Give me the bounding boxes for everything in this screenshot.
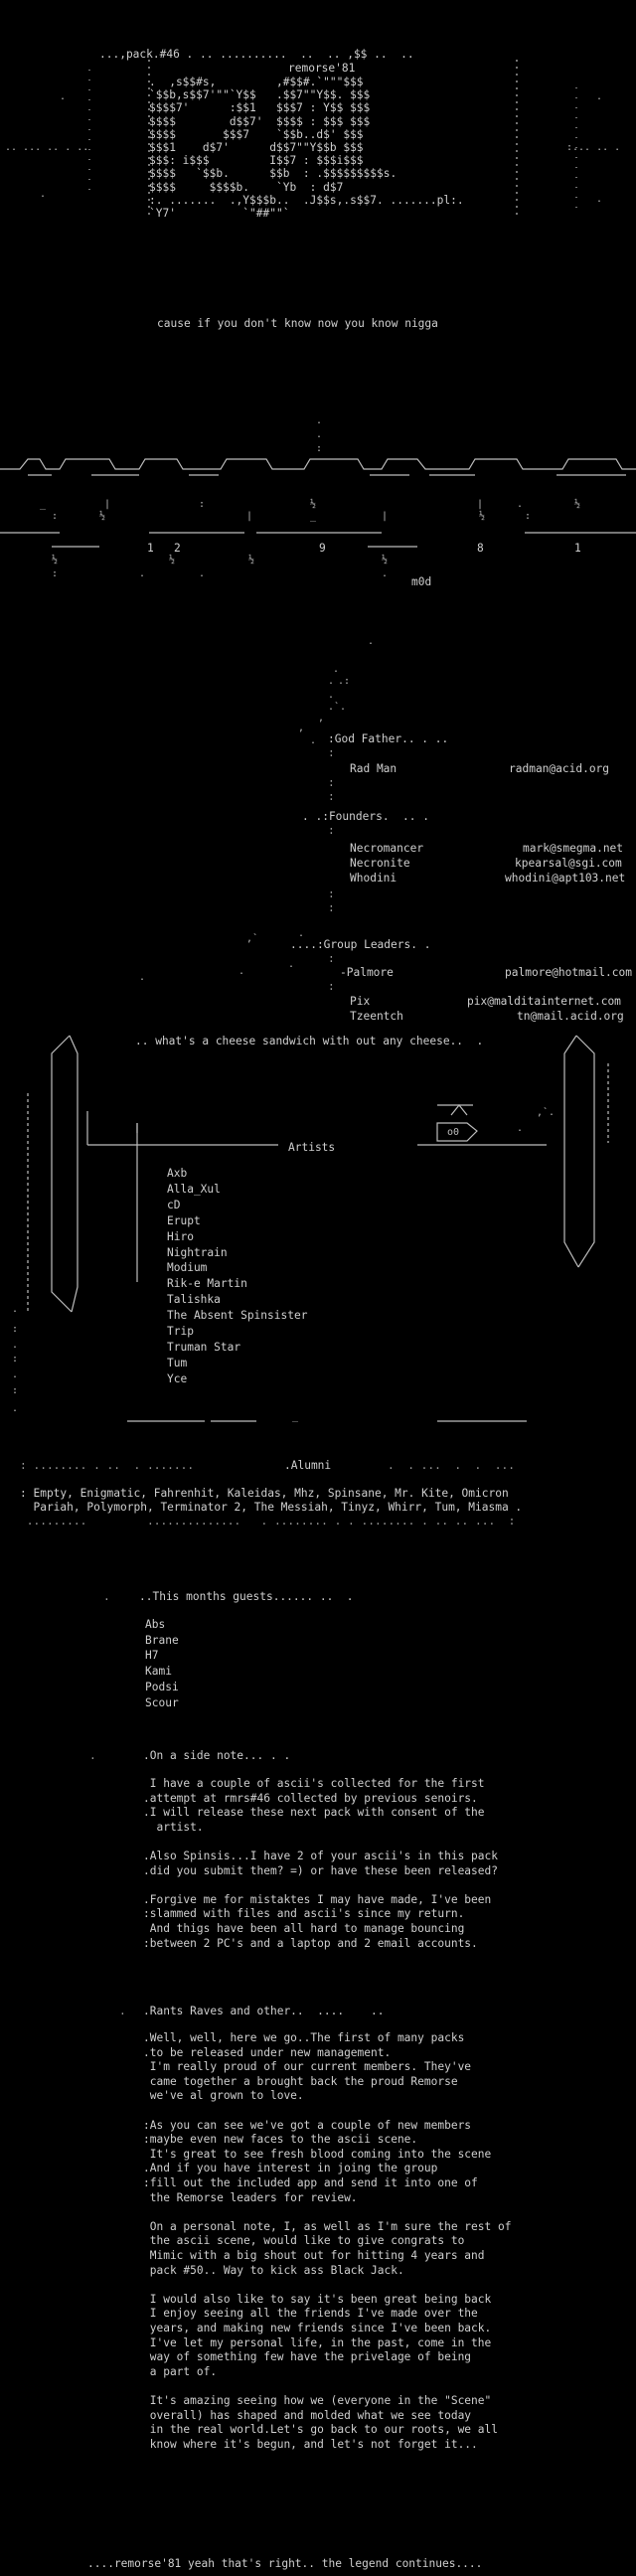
paragraph-line: the Remorse leaders for review.: [143, 2190, 358, 2204]
svg-text:,`.: ,`.: [537, 1107, 556, 1118]
svg-text::: :: [316, 443, 323, 454]
svg-text::: :: [199, 499, 206, 510]
mid-number-4: 8: [477, 542, 484, 555]
svg-text:o0: o0: [447, 1127, 460, 1138]
alumni-line-1: : Empty, Enigmatic, Fahrenhit, Kaleidas, Mhz, Spinsane, Mr. Kite, Omicron: [20, 1487, 509, 1500]
paragraph-line: :As you can see we've got a couple of new members: [143, 2118, 472, 2132]
svg-text:,: ,: [318, 713, 325, 724]
artist-name: Axb: [167, 1167, 188, 1180]
artist-name: cD: [167, 1198, 181, 1211]
paragraph-line: I would also like to say it's been great being back: [143, 2292, 492, 2306]
svg-text::: :: [52, 568, 59, 579]
logo-line: . ,s$$#s, ,#$$#.`"""$$$: [149, 76, 371, 88]
svg-text:.: .: [298, 928, 305, 939]
artist-name: Truman Star: [167, 1340, 241, 1354]
paragraph-line: in the real world.Let's go back to our roots, we all: [143, 2423, 498, 2437]
paragraph-line: .And if you have interest in joing the group: [143, 2162, 438, 2175]
svg-text::: :: [52, 511, 59, 522]
svg-text:.: .: [596, 194, 603, 205]
alumni-line-2: Pariah, Polymorph, Terminator 2, The Messiah, Tinyz, Whirr, Tum, Miasma .: [20, 1501, 523, 1514]
svg-text:.: .: [40, 189, 47, 200]
artist-name: Erupt: [167, 1213, 201, 1227]
artist-name: The Absent Spinsister: [167, 1309, 308, 1323]
paragraph-line: Mimic with a big shout out for hitting 4 years and: [143, 2249, 485, 2262]
paragraph-line: came together a brought back the proud Remorse: [143, 2074, 458, 2088]
alumni-bottom-dots: ......... .............. . ........ . . ........ . .. .. ... :: [20, 1515, 516, 1528]
svg-text:.: .: [12, 1369, 19, 1380]
logo-line: $$$$7' :$$1 $$$7 : Y$$ $$$: [149, 101, 371, 115]
artists-title: Artists: [288, 1141, 336, 1154]
artist-name: Hiro: [167, 1229, 194, 1243]
svg-text:.: .: [328, 690, 335, 701]
paragraph-line: :fill out the included app and send it into one of: [143, 2176, 478, 2189]
svg-text:|: |: [477, 499, 484, 510]
paragraph-line: And thigs have been all hard to manage bouncing: [143, 1922, 465, 1935]
svg-text::: :: [12, 1354, 19, 1365]
founder-email-1: mark@smegma.net: [523, 842, 624, 855]
paragraph-line: .attempt at rmrs#46 collected by previous senoirs.: [143, 1791, 478, 1805]
artist-name: Modium: [167, 1261, 208, 1275]
guest-name: Podsi: [145, 1680, 179, 1693]
svg-text:½: ½: [248, 555, 255, 565]
cheese-line: .. what's a cheese sandwich with out any cheese.. .: [135, 1035, 484, 1047]
founder-name-2: Necronite: [350, 857, 410, 870]
group-leaders-dot: :: [328, 952, 335, 965]
artist-name: Yce: [167, 1371, 188, 1385]
svg-text:.: .: [238, 966, 245, 977]
group-leaders-title: ....:Group Leaders. .: [290, 938, 431, 951]
paragraph-line: :slammed with files and ascii's since my return.: [143, 1907, 465, 1921]
guest-name: Abs: [145, 1618, 166, 1631]
svg-text:.: .: [310, 735, 317, 746]
logo-line: :. ....... .,Y$$$b.. .J$$s,.s$$7. .......pl:.: [149, 193, 464, 207]
svg-text:|: |: [382, 511, 389, 522]
leader-email-3: tn@mail.acid.org: [517, 1010, 624, 1023]
svg-text:½: ½: [382, 555, 389, 565]
svg-text:.: .: [139, 568, 146, 579]
guests-title: ..This months guests...... .. .: [139, 1590, 354, 1603]
mid-number-2: 2: [174, 542, 181, 555]
remorse-logo: [149, 76, 527, 225]
paragraph-line: way of something few have the privelage of being: [143, 2350, 472, 2364]
paragraph-line: .I will release these next pack with consent of the: [143, 1806, 485, 1820]
svg-text:.: .: [517, 1123, 524, 1134]
logo-line: $$$$ `$$b. $$b : .$$$$$$$$$s.: [149, 167, 398, 181]
artist-name: Trip: [167, 1325, 194, 1338]
svg-text:_: _: [292, 1411, 299, 1422]
svg-text:.: .: [288, 959, 295, 970]
svg-text:.: .: [333, 664, 340, 675]
god-father-name: Rad Man: [350, 762, 398, 775]
svg-text::: :: [12, 1324, 19, 1335]
svg-text:.: .: [139, 972, 146, 983]
guest-name: Scour: [145, 1695, 179, 1709]
paragraph-line: :maybe even new faces to the ascii scene.: [143, 2133, 418, 2147]
svg-text:.: .: [60, 91, 67, 102]
guest-name: Kami: [145, 1665, 172, 1679]
mid-number-5: 1: [574, 542, 581, 555]
god-father-dot: :: [328, 746, 335, 759]
rants-title: .Rants Raves and other.. .... ..: [143, 2005, 385, 2017]
founder-email-3: whodini@apt103.net: [505, 872, 626, 885]
logo-line: `Y7' `"##""`: [149, 207, 290, 220]
founders-title: . .:Founders. .. .: [302, 810, 429, 823]
leader-name-2: Pix: [350, 995, 371, 1008]
svg-text:.: .: [199, 568, 206, 579]
svg-text::: :: [12, 1385, 19, 1396]
svg-text:½: ½: [310, 499, 317, 510]
logo-line: $$$$ $$$$b. `Yb : d$7: [149, 180, 344, 194]
paragraph-line: I enjoy seeing all the friends I've made over the: [143, 2307, 478, 2321]
logo-line: $$$1 d$7' d$$7""Y$$b $$$: [149, 141, 364, 154]
paragraph-line: know where it's begun, and let's not forget it...: [143, 2437, 478, 2451]
group-leaders-dot: :: [328, 980, 335, 993]
paragraph-line: .did you submit them? =) or have these been released?: [143, 1863, 498, 1877]
guests-lead-dots: .: [103, 1590, 110, 1603]
header-top-line: ...,pack.#46 . .. .......... .. .. ,$$ .. ..: [99, 48, 414, 61]
svg-text:.: .: [316, 415, 323, 426]
founders-dot: :: [328, 901, 335, 914]
svg-text:.: .: [12, 1304, 19, 1315]
artist-name: Talishka: [167, 1293, 221, 1307]
leader-email-2: pix@malditainternet.com: [467, 995, 621, 1008]
paragraph-line: :between 2 PC's and a laptop and 2 email accounts.: [143, 1936, 478, 1950]
founders-dot: :: [328, 887, 335, 900]
svg-text:.: .: [328, 676, 335, 687]
paragraph-line: we've al grown to love.: [143, 2089, 304, 2103]
logo-line: `$$b,s$$7'""`Y$$ .$$7""Y$$. $$$: [149, 88, 371, 102]
guest-name: Brane: [145, 1633, 179, 1647]
founders-dot: :: [328, 824, 335, 837]
logo-line: $$$$ $$$7 `$$b..d$' $$$: [149, 127, 364, 141]
svg-text:.:: .:: [338, 676, 351, 687]
logo-line: $$$: i$$$ I$$7 : $$$i$$$: [149, 154, 364, 168]
paragraph-line: .Also Spinsis...I have 2 of your ascii's in this pack: [143, 1850, 498, 1862]
mid-signature: m0d: [411, 575, 432, 588]
footer-line: ....remorse'81 yeah that's right.. the legend continues....: [87, 2557, 483, 2570]
founder-name-3: Whodini: [350, 872, 398, 885]
svg-text:_: _: [310, 511, 317, 522]
paragraph-line: the ascii scene, would like to give congrats to: [143, 2234, 465, 2248]
svg-text:.: .: [368, 636, 375, 647]
alumni-dots-left: : ........ . .. . .......: [20, 1459, 195, 1472]
alumni-title: .Alumni: [284, 1459, 332, 1472]
svg-text::... .. .: :... .. .: [566, 142, 621, 153]
mid-banner-art: [0, 415, 636, 584]
alumni-dots-right: . . ... . . ...: [388, 1459, 515, 1472]
artists-frame-art: [0, 1024, 636, 1431]
svg-text:.: .: [12, 1340, 19, 1351]
svg-text:|: |: [246, 511, 253, 522]
guest-name: H7: [145, 1649, 159, 1663]
founder-email-2: kpearsal@sgi.com: [515, 857, 622, 870]
rants-lead-dot: .: [119, 2005, 126, 2017]
paragraph-line: I have a couple of ascii's collected for the first: [143, 1777, 485, 1790]
paragraph-line: .to be released under new management.: [143, 2045, 392, 2059]
paragraph-line: .Well, well, here we go..The first of many packs: [143, 2031, 465, 2044]
god-father-dot: :: [328, 790, 335, 803]
leader-name-3: Tzeentch: [350, 1010, 403, 1023]
svg-text:,: ,: [298, 723, 305, 733]
paragraph-line: On a personal note, I, as well as I'm sure the rest of: [143, 2219, 512, 2233]
side-note-title: .On a side note... . .: [143, 1749, 291, 1762]
svg-text:.: .: [12, 1403, 19, 1414]
svg-text:.. ... .. . ..: .. ... .. . ..: [5, 142, 89, 153]
group-tag: remorse'81: [288, 62, 356, 75]
svg-text:.: .: [517, 499, 524, 510]
god-father-dot: :: [328, 776, 335, 789]
paragraph-line: a part of.: [143, 2364, 218, 2378]
artist-name: Rik-e Martin: [167, 1277, 247, 1291]
svg-text:½: ½: [52, 555, 59, 565]
svg-text:,`: ,`: [246, 933, 259, 944]
artist-name: Alla_Xul: [167, 1182, 221, 1196]
leader-name-1: -Palmore: [340, 966, 394, 979]
paragraph-line: pack #50.. Way to kick ass Black Jack.: [143, 2263, 404, 2277]
paragraph-line: It's amazing seeing how we (everyone in the "Scene": [143, 2394, 492, 2407]
svg-text:.: .: [316, 429, 323, 440]
svg-text:|: |: [104, 499, 111, 510]
leader-email-1: palmore@hotmail.com: [505, 966, 632, 979]
paragraph-line: artist.: [143, 1820, 204, 1834]
paragraph-line: I've let my personal life, in the past, come in the: [143, 2335, 492, 2349]
artist-name: Nightrain: [167, 1245, 228, 1259]
svg-text:½: ½: [574, 499, 581, 510]
paragraph-line: .Forgive me for mistaktes I may have made, I've been: [143, 1892, 492, 1906]
paragraph-line: It's great to see fresh blood coming into the scene: [143, 2147, 492, 2161]
svg-text:.: .: [382, 568, 389, 579]
god-father-email: radman@acid.org: [509, 762, 610, 775]
god-father-title: :God Father.. . ..: [328, 732, 449, 745]
svg-text:½: ½: [479, 511, 486, 522]
tagline: cause if you don't know now you know nigga: [157, 317, 438, 330]
founder-name-1: Necromancer: [350, 842, 424, 855]
side-note-lead-dot: .: [89, 1749, 96, 1762]
paragraph-line: I'm really proud of our current members. They've: [143, 2060, 472, 2074]
paragraph-line: overall) has shaped and molded what we see today: [143, 2408, 472, 2422]
logo-line: $$$$ d$$7' $$$$ : $$$ $$$: [149, 114, 371, 128]
svg-text::: :: [525, 511, 532, 522]
svg-text:½: ½: [99, 511, 106, 522]
svg-text:.: .: [596, 91, 603, 102]
mid-number-3: 9: [319, 542, 326, 555]
mid-number-1: 1: [147, 542, 154, 555]
svg-text:_: _: [40, 499, 47, 510]
svg-text:½: ½: [169, 555, 176, 565]
paragraph-line: years, and making new friends since I've been back.: [143, 2322, 492, 2334]
artist-name: Tum: [167, 1356, 188, 1369]
svg-text:.`.: .`.: [328, 702, 347, 713]
